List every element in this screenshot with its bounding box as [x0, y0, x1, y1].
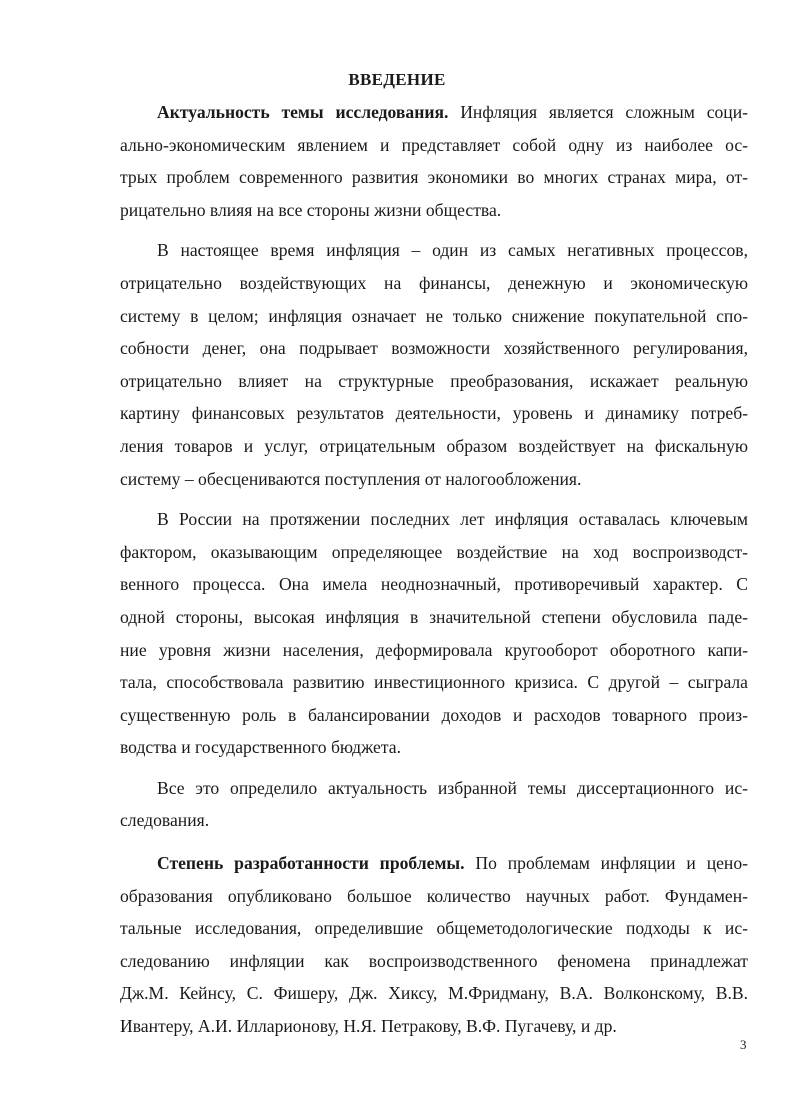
- paragraph-relevance: [120, 96, 748, 226]
- text-line: тала, способствовала развитию инвестиционного кризиса. С другой – сыграла: [120, 672, 748, 693]
- text-line: В России на протяжении последних лет инфляция оставалась ключевым: [157, 509, 748, 530]
- page-number: 3: [740, 1037, 747, 1052]
- text-line: одной стороны, высокая инфляция в значительной степени обусловила паде-: [120, 606, 748, 627]
- text-line: систему в целом; инфляция означает не только снижение покупательной спо-: [120, 305, 748, 326]
- text-line: венного процесса. Она имела неоднозначный, противоречивый характер. С: [120, 574, 748, 595]
- paragraph-russia: [120, 503, 748, 764]
- text-line: существенную роль в балансировании доходов и расходов товарного произ-: [120, 704, 748, 725]
- run-in-heading-relevance: Актуальность темы исследования.: [157, 102, 449, 122]
- text-line: следования.: [120, 810, 210, 831]
- paragraph-degree-of-development: [120, 847, 748, 1043]
- text-line: ние уровня жизни населения, деформировала кругооборот оборотного капи-: [120, 639, 748, 660]
- text-line: Степень разработанности проблемы. По проблемам инфляции и цено-: [157, 853, 748, 874]
- text-line: водства и государственного бюджета.: [120, 737, 401, 758]
- text-line: систему – обесцениваются поступления от налогообложения.: [120, 468, 582, 489]
- text-line: В настоящее время инфляция – один из самых негативных процессов,: [157, 240, 748, 261]
- text-line: ально-экономическим явлением и представляет собой одну из наиболее ос-: [120, 134, 748, 155]
- run-in-heading-development: Степень разработанности проблемы.: [157, 853, 465, 874]
- text-line: трых проблем современного развития экономики во многих странах мира, от-: [120, 167, 748, 188]
- text-line: отрицательно воздействующих на финансы, денежную и экономическую: [120, 272, 748, 293]
- text-line: фактором, оказывающим определяющее воздействие на ход воспроизводст-: [120, 541, 748, 562]
- text-line: Все это определило актуальность избранной темы диссертационного ис-: [157, 777, 748, 798]
- text-line: Ивантеру, А.И. Илларионову, Н.Я. Петракову, В.Ф. Пугачеву, и др.: [120, 1016, 617, 1037]
- text-line: тальные исследования, определившие общеметодологические подходы к ис-: [120, 918, 748, 939]
- text-line: Актуальность темы исследования. Инфляция является сложным соци-: [157, 102, 748, 122]
- text-line: рицательно влияя на все стороны жизни общества.: [120, 199, 502, 220]
- text-line: ления товаров и услуг, отрицательным образом воздействует на фискальную: [120, 435, 748, 456]
- body-text: [120, 96, 748, 1043]
- text-line: отрицательно влияет на структурные преобразования, искажает реальную: [120, 370, 748, 391]
- text-line: следованию инфляции как воспроизводственного феномена принадлежат: [120, 950, 748, 971]
- text-line: собности денег, она подрывает возможности хозяйственного регулирования,: [120, 338, 748, 359]
- section-heading: ВВЕДЕНИЕ: [348, 70, 446, 89]
- paragraph-topic-relevance: [120, 772, 748, 837]
- text-line: картину финансовых результатов деятельности, уровень и динамику потреб-: [120, 403, 748, 424]
- text-line: Дж.М. Кейнсу, С. Фишеру, Дж. Хиксу, М.Фридману, В.А. Волконскому, В.В.: [120, 983, 748, 1004]
- paragraph-inflation-effects: [120, 234, 748, 495]
- text-line: образования опубликовано большое количество научных работ. Фундамен-: [120, 885, 748, 906]
